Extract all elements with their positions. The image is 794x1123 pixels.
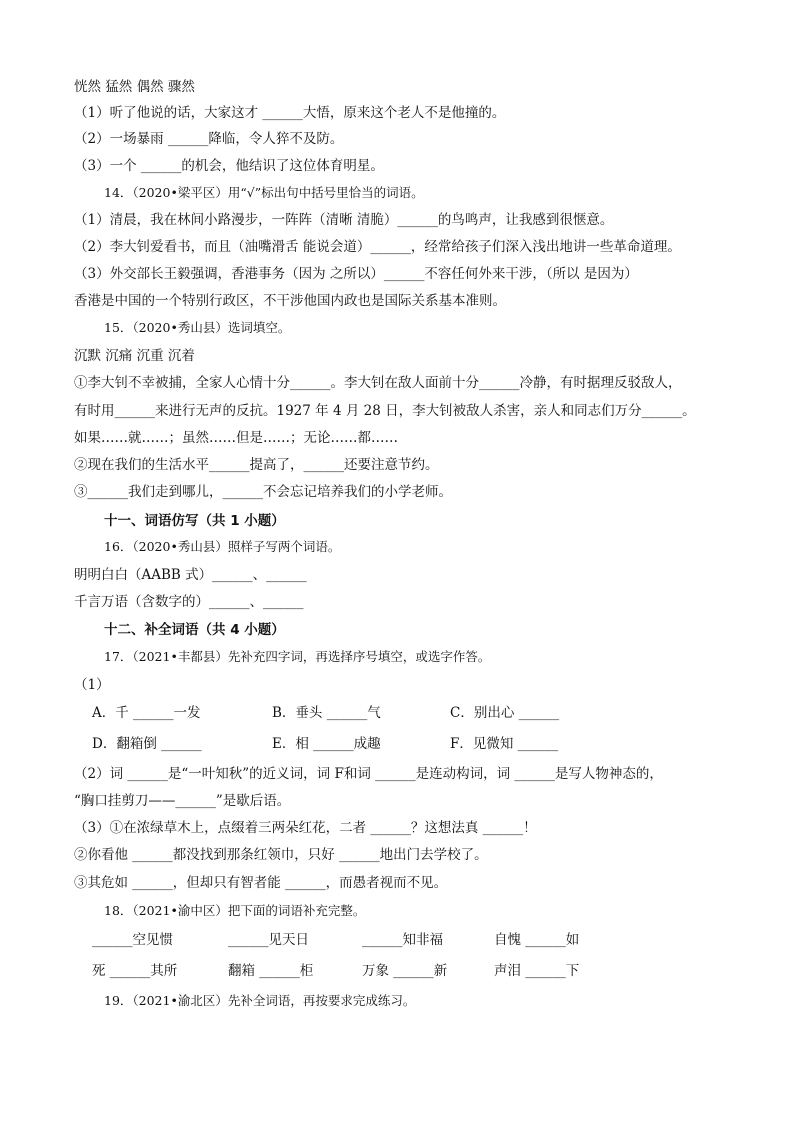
idiom-6: 翻箱 ______柜: [228, 963, 314, 979]
idiom-2: ______见天日: [228, 932, 309, 948]
option-e: E．相 ______成趣: [272, 736, 381, 752]
question-15-item-3: ③______我们走到哪儿，______不会忘记培养我们的小学老师。: [74, 484, 452, 500]
idiom-3: ______知非福: [362, 932, 443, 948]
option-c: C．别出心 ______: [450, 705, 560, 721]
question-14-item-3: （3）外交部长王毅强调，香港事务（因为 之所以）______不容任何外来干涉，（所以 是因为）: [74, 266, 638, 282]
question-17-part-1-label: （1）: [74, 677, 110, 693]
question-17-part-3-item-2: ②你看他 ______都没找到那条红领巾，只好 ______地出门去学校了。: [74, 847, 488, 863]
option-a: A．千 ______一发: [92, 705, 201, 721]
question-14-item-2: （2）李大钊爱看书，而且（油嘴滑舌 能说会道）______，经常给孩子们深入浅出地讲一些革命道理。: [74, 239, 681, 255]
question-13-item-3: （3）一个 ______的机会，他结识了这位体育明星。: [74, 158, 384, 174]
section-12-heading: 十二、补全词语（共 4 小题）: [104, 622, 285, 638]
section-11-heading: 十一、词语仿写（共 1 小题）: [104, 513, 285, 529]
question-14-item-1: （1）清晨，我在林间小路漫步，一阵阵（清晰 清脆）______的鸟鸣声，让我感到很惬意。: [74, 212, 614, 228]
question-18-stem: 18．（2021•渝中区）把下面的词语补充完整。: [104, 903, 366, 918]
idiom-7: 万象 ______新: [362, 963, 448, 979]
question-15-item-1-cont: 有时用______来进行无声的反抗。1927 年 4 月 28 日，李大钊被敌人杀害，亲人和同志们万分______。: [74, 403, 696, 419]
question-15-item-2: ②现在我们的生活水平______提高了，______还要注意节约。: [74, 457, 439, 473]
question-17-part-2-cont: “胸口挂剪刀——______”是歇后语。: [74, 793, 291, 809]
question-17-part-3-item-1: （3）①在浓绿草木上，点缀着三两朵红花，二者 ______？这想法真 ______！: [74, 820, 537, 836]
idiom-1: ______空见惯: [92, 932, 173, 948]
question-14-stem: 14．（2020•梁平区）用“√”标出句中括号里恰当的词语。: [104, 185, 424, 200]
question-19-stem: 19．（2021•渝北区）先补全词语，再按要求完成练习。: [104, 993, 416, 1008]
question-16-item-1: 明明白白（AABB 式）______、______: [74, 567, 307, 583]
conjunction-bank: 如果……就……；虽然……但是……；无论……都……: [74, 430, 398, 446]
question-17-stem: 17．（2021•丰都县）先补充四字词，再选择序号填空，或选字作答。: [104, 649, 491, 664]
question-16-item-2: 千言万语（含数字的）______、______: [74, 594, 304, 610]
idiom-5: 死 ______其所: [92, 963, 178, 979]
question-17-part-3-item-3: ③其危如 ______，但却只有智者能 ______，而愚者视而不见。: [74, 875, 448, 891]
question-16-stem: 16．（2020•秀山县）照样子写两个词语。: [104, 539, 341, 554]
word-bank-1: 恍然 猛然 偶然 骤然: [74, 79, 195, 95]
option-f: F．见微知 ______: [450, 736, 559, 752]
question-13-item-2: （2）一场暴雨 ______降临，令人猝不及防。: [74, 131, 344, 147]
question-15-stem: 15．（2020•秀山县）选词填空。: [104, 320, 291, 335]
option-d: D．翻箱倒 ______: [92, 736, 202, 752]
question-15-item-1: ①李大钊不幸被捕，全家人心情十分______。李大钊在敌人面前十分______冷静，有时据理反驳敌人，: [74, 375, 682, 391]
question-13-item-1: （1）听了他说的话，大家这才 ______大悟，原来这个老人不是他撞的。: [74, 105, 506, 121]
question-14-item-3-cont: 香港是中国的一个特别行政区，不干涉他国内政也是国际关系基本准则。: [74, 293, 506, 309]
idiom-4: 自愧 ______如: [494, 932, 580, 948]
option-b: B．垂头 ______气: [272, 705, 381, 721]
word-bank-2: 沉默 沉痛 沉重 沉着: [74, 348, 195, 364]
question-17-part-2: （2）词 ______是“一叶知秋”的近义词，词 F和词 ______是连动构词，词 ______是写人物神态的，: [74, 766, 663, 782]
idiom-8: 声泪 ______下: [494, 963, 580, 979]
